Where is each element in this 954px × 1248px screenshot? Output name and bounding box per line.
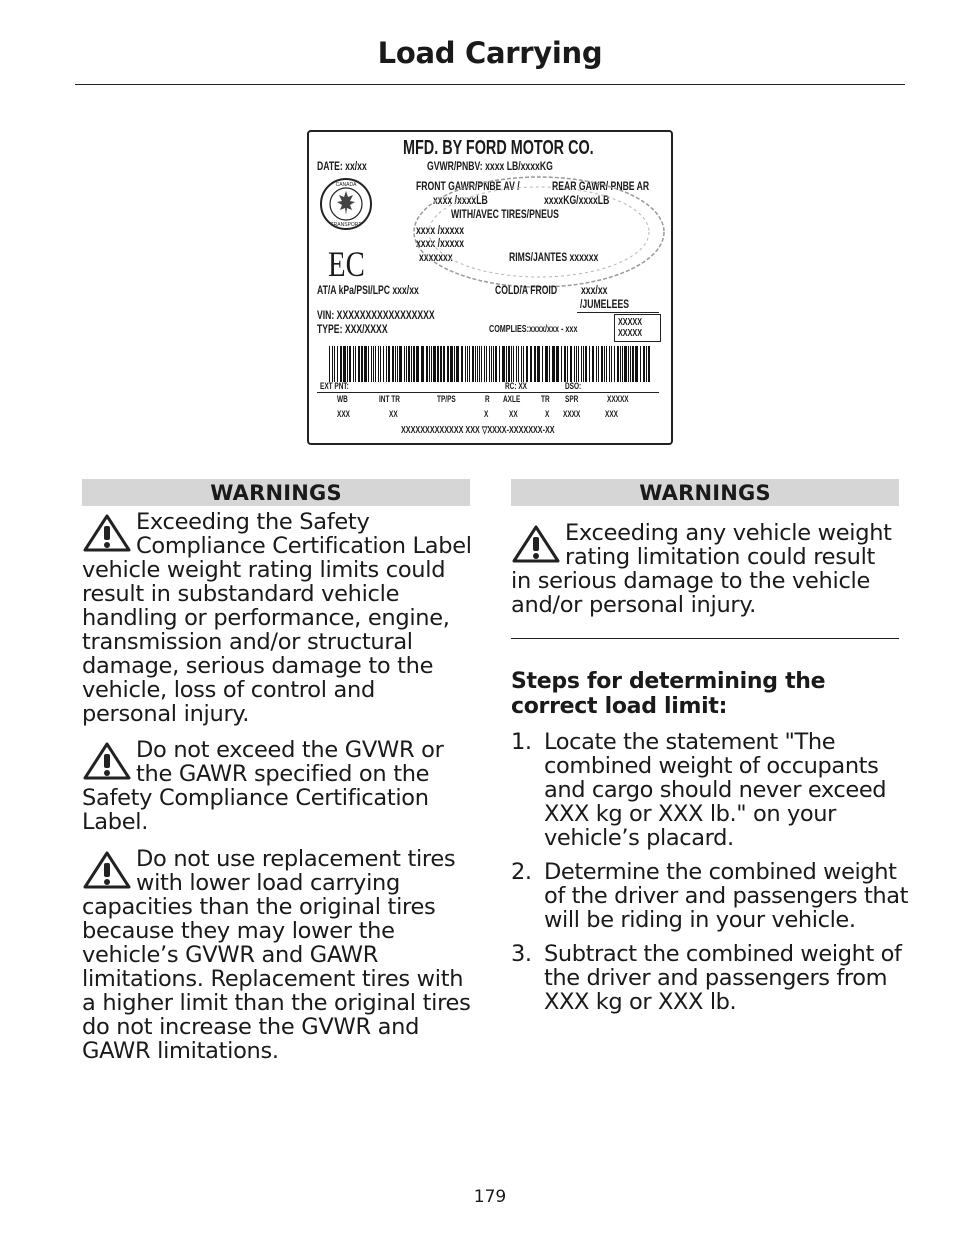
warning-weight-rating-limits [82,510,472,726]
label-vin: VIN: XXXXXXXXXXXXXXXXX [317,308,435,322]
label-rear-gawr: REAR GAWR/ PNBE AR [552,179,650,193]
label-rear-value: xxxxKG/xxxxLB [544,193,610,207]
label-code-r: R [485,394,490,404]
svg-text:TRANSPORT: TRANSPORT [330,222,362,228]
list-item [511,942,911,1014]
label-manufacturer: MFD. BY FORD MOTOR CO. [403,137,594,159]
label-code-extra: XXXXX [607,394,629,404]
step-text: Determine the combined weight of the driver and passengers that will be riding in your vehicle. [544,859,909,933]
label-val-r: X [484,409,489,419]
label-box-1: XXXXX [618,317,643,328]
warnings-heading-left: WARNINGS [82,479,470,506]
label-cold: COLD/A FROID [495,283,558,297]
warning-vehicle-weight-rating [511,521,901,617]
label-tire-3: xxxxxxx [419,250,453,264]
warning-triangle-icon [82,513,132,553]
label-pressure: AT/A kPa/PSI/LPC xxx/xx [317,283,419,297]
label-tires-heading: WITH/AVEC TIRES/PNEUS [451,207,559,221]
page-number: 179 [473,1187,507,1207]
steps-list [511,730,911,1024]
label-front-gawr: FRONT GAWR/PNBE AV / [416,179,520,193]
warning-text: Exceeding the Safety Compliance Certification Label vehicle weight rating limits could result in substandard vehicle handling or performance, engine, transmission and/or structural damage, serious damage to the vehicle, loss of control and personal injury. [82,509,472,727]
page-title: Load Carrying [377,36,603,70]
label-val-extra: XXX [605,409,618,419]
label-code-int-tr: INT TR [379,394,400,404]
label-val-wb: XXX [337,409,350,419]
warnings-heading-right: WARNINGS [511,479,899,506]
warning-gvwr-gawr [82,738,472,834]
warning-replacement-tires [82,847,472,1063]
label-ext-paint: EXT PNT: [320,381,349,391]
label-tire-2: xxxx /xxxxx [416,236,465,250]
label-front-value: xxxx /xxxxLB [433,193,488,207]
label-code-tr: TR [541,394,550,404]
label-rims: RIMS/JANTES xxxxxx [509,250,599,264]
warning-text: Do not exceed the GVWR or the GAWR specified on the Safety Compliance Certification Label. [82,737,444,835]
label-date: DATE: xx/xx [317,159,367,173]
warning-triangle-icon [511,524,561,564]
label-cold-value: xxx/xx [581,283,608,297]
label-tire-1: xxxx /xxxxx [416,223,465,237]
svg-text:CANADA: CANADA [335,182,357,188]
step-number: 3. [511,941,532,967]
label-code-tp-ps: TP/PS [437,394,456,404]
warning-text: Exceeding any vehicle weight rating limitation could result in serious damage to the vehicle and/or personal injury. [511,520,892,618]
label-bottom-line: XXXXXXXXXXXXX XXX ▽XXXX-XXXXXXX-XX [401,425,555,436]
step-text: Locate the statement "The combined weight of occupants and cargo should never exceed XXX kg or XXX lb." on your vehicle’s placard. [544,729,887,851]
label-code-axle: AXLE [503,394,521,404]
title-divider [75,84,905,85]
label-val-int-tr: XX [389,409,398,419]
label-box-2: XXXXX [618,328,643,339]
steps-heading: Steps for determining the correct load limit: [511,669,826,719]
label-type: TYPE: XXX/XXXX [317,322,388,336]
warning-triangle-icon [82,850,132,890]
label-dso: DSO: [565,381,582,391]
label-rc: RC: XX [505,381,527,391]
label-barcode [329,346,651,386]
certification-label-figure [307,130,673,445]
label-gvwr: GVWR/PNBV: xxxx LB/xxxxKG [427,159,553,173]
list-item [511,860,911,932]
warning-triangle-icon [82,741,132,781]
label-complies: COMPLIES:xxxx/xxx - xxx [489,324,578,335]
step-number: 1. [511,729,532,755]
label-watermark-swirl [379,162,669,292]
label-jumelees: /JUMELEES [580,297,629,311]
label-ec-mark: EC [328,244,365,284]
label-val-axle: XX [509,409,518,419]
step-number: 2. [511,859,532,885]
step-text: Subtract the combined weight of the driver and passengers from XXX kg or XXX lb. [544,941,902,1015]
warning-text: Do not use replacement tires with lower load carrying capacities than the original tires because they may lower the vehicle’s GVWR and GAWR limitations. Replacement tires with a higher limit than the original tires do not increase the GVWR and GAWR limitations. [82,846,471,1064]
label-val-spr: XXXX [563,409,581,419]
label-code-spr: SPR [565,394,579,404]
label-val-tr: X [545,409,550,419]
label-code-box [614,314,661,342]
canada-safety-seal-icon [319,177,373,231]
section-divider [511,638,899,639]
label-code-wb: WB [337,394,348,404]
list-item [511,730,911,850]
